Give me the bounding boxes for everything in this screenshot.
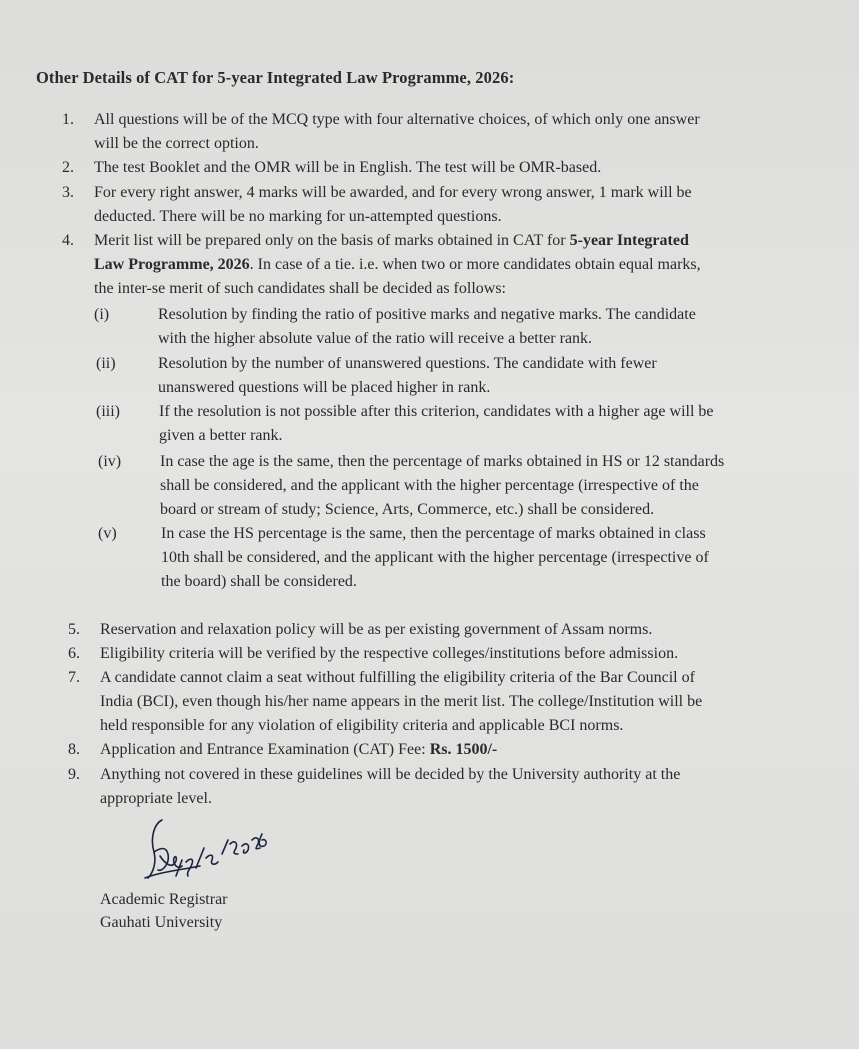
sub-item-line: Resolution by finding the ratio of positive marks and negative marks. The candidate [158, 306, 696, 323]
sub-item-line: shall be considered, and the applicant with the higher percentage (irrespective of the [160, 477, 699, 494]
sub-item-line: board or stream of study; Science, Arts, Commerce, etc.) shall be considered. [160, 501, 655, 518]
item-line [100, 738, 497, 762]
item-line: appropriate level. [100, 790, 212, 807]
item-line: The test Booklet and the OMR will be in English. The test will be OMR-based. [94, 159, 602, 176]
signatory-title: Academic Registrar [100, 891, 228, 908]
item-line [94, 229, 689, 253]
item-line: India (BCI), even though his/her name appears in the merit list. The college/Institution will be [100, 693, 703, 710]
item-number: 1. [62, 111, 74, 128]
sub-item-line: If the resolution is not possible after this criterion, candidates with a higher age will be [159, 403, 714, 420]
item-number: 7. [68, 669, 80, 686]
programme-name-bold: Law Programme, 2026 [94, 256, 250, 273]
fee-amount: Rs. 1500/- [429, 741, 498, 758]
item-number: 2. [62, 159, 74, 176]
sub-item-number: (ii) [96, 355, 116, 372]
item-line [94, 253, 701, 277]
item-number: 5. [68, 621, 80, 638]
handwritten-signature [140, 812, 270, 892]
item-line: Reservation and relaxation policy will be as per existing government of Assam norms. [100, 621, 653, 638]
sub-item-line: the board) shall be considered. [161, 573, 357, 590]
item-line: For every right answer, 4 marks will be awarded, and for every wrong answer, 1 mark will be [94, 184, 692, 201]
item-line: A candidate cannot claim a seat without fulfilling the eligibility criteria of the Bar Council of [100, 669, 695, 686]
sub-item-line: Resolution by the number of unanswered questions. The candidate with fewer [158, 355, 657, 372]
sub-item-number: (iv) [98, 453, 122, 470]
item-line: All questions will be of the MCQ type with four alternative choices, of which only one answer [94, 111, 700, 128]
item-number: 4. [62, 232, 74, 249]
sub-item-line: unanswered questions will be placed higher in rank. [158, 379, 491, 396]
sub-item-line: In case the HS percentage is the same, then the percentage of marks obtained in class [161, 525, 706, 542]
item-line: Eligibility criteria will be verified by the respective colleges/institutions before admission. [100, 645, 679, 662]
sub-item-line: 10th shall be considered, and the applicant with the higher percentage (irrespective of [161, 549, 709, 566]
item-line: will be the correct option. [94, 135, 259, 152]
sub-item-line: In case the age is the same, then the percentage of marks obtained in HS or 12 standards [160, 453, 725, 470]
sub-item-line: with the higher absolute value of the ratio will receive a better rank. [158, 330, 593, 347]
item-number: 6. [68, 645, 80, 662]
item-line: held responsible for any violation of eligibility criteria and applicable BCI norms. [100, 717, 624, 734]
sub-item-line: given a better rank. [159, 427, 283, 444]
item-number: 8. [68, 741, 80, 758]
item-line: Anything not covered in these guidelines will be decided by the University authority at the [100, 766, 681, 783]
signatory-organization: Gauhati University [100, 914, 223, 931]
programme-name-bold: 5-year Integrated [569, 232, 689, 249]
item-line: deducted. There will be no marking for un-attempted questions. [94, 208, 502, 225]
item-number: 3. [62, 184, 74, 201]
signatory-block [100, 888, 228, 934]
item-line: the inter-se merit of such candidates shall be decided as follows: [94, 280, 506, 297]
sub-item-number: (iii) [96, 403, 120, 420]
sub-item-number: (v) [98, 525, 117, 542]
sub-item-number: (i) [94, 306, 110, 323]
document-heading: Other Details of CAT for 5-year Integrated Law Programme, 2026: [36, 68, 515, 87]
item-text: . In case of a tie. i.e. when two or more candidates obtain equal marks, [249, 256, 701, 273]
item-number: 9. [68, 766, 80, 783]
item-text: Merit list will be prepared only on the basis of marks obtained in CAT for [94, 232, 570, 249]
item-text: Application and Entrance Examination (CAT) Fee: [100, 741, 430, 758]
